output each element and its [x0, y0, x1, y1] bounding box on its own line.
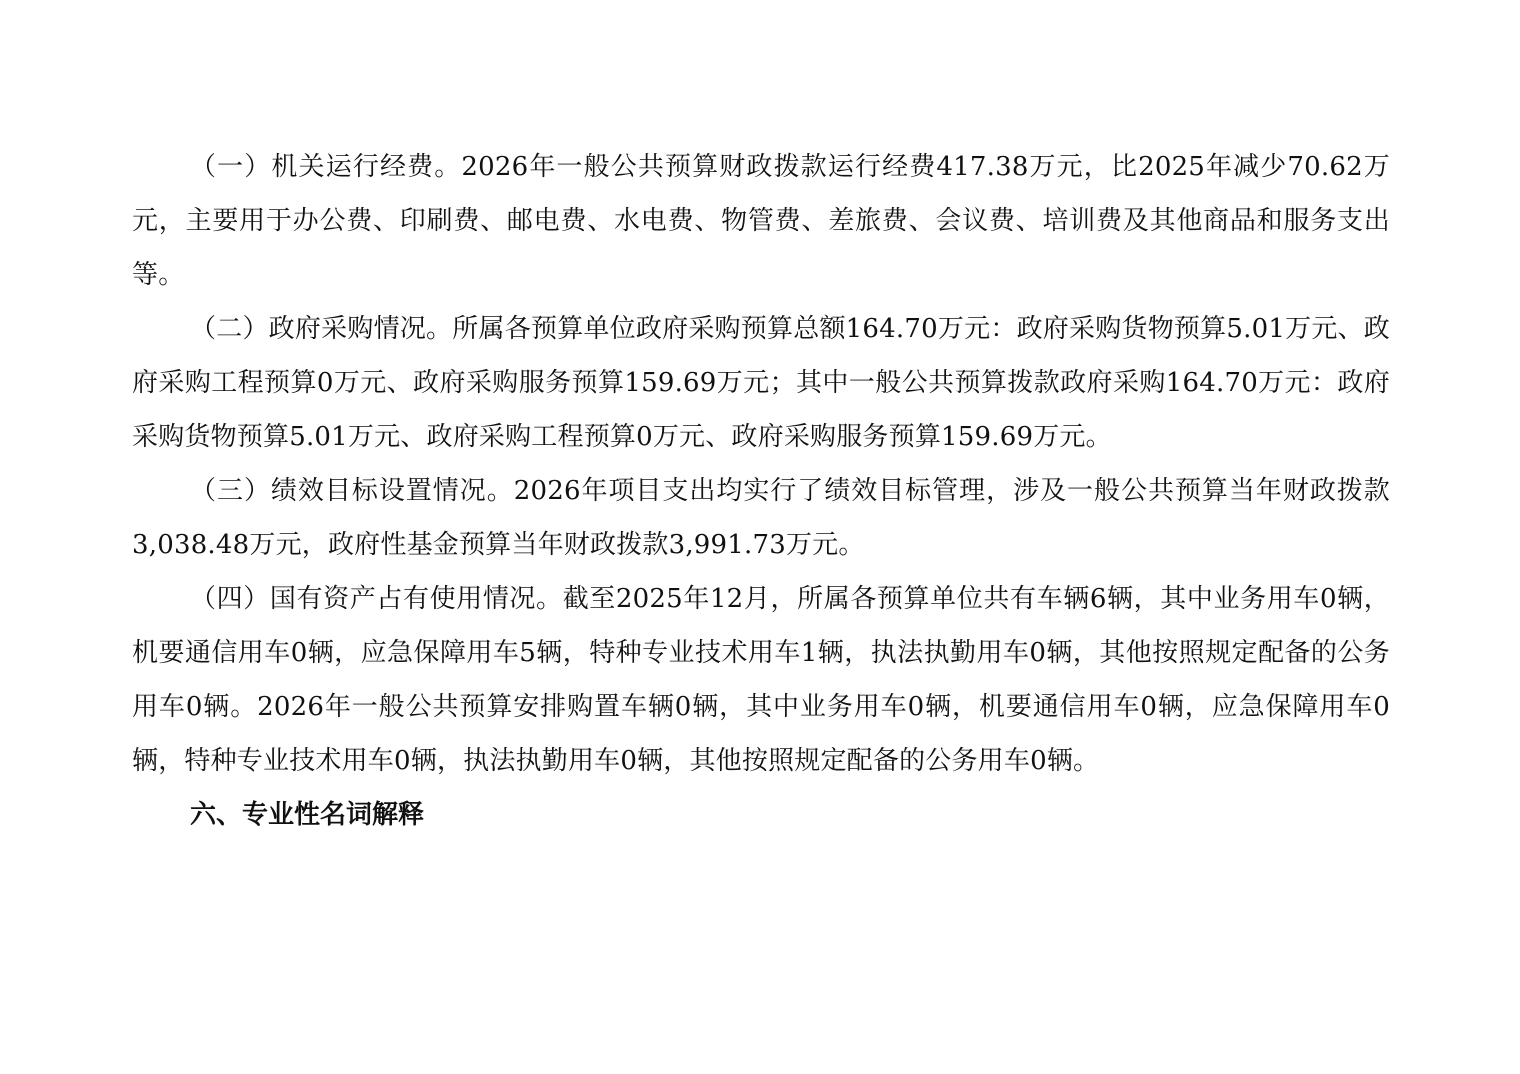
paragraph-government-procurement — [132, 302, 1390, 464]
paragraph-body: 所属各预算单位政府采购预算总额164.70万元：政府采购货物预算5.01万元、政府采购工程预算0万元、政府采购服务预算159.69万元；其中一般公共预算拨款政府采购164.70万元：政府采购货物预算5.01万元、政府采购工程预算0万元、政府采购服务预算159.69万元。 — [132, 314, 1390, 452]
paragraph-lead: （二）政府采购情况。 — [190, 314, 453, 344]
paragraph-body: 2026年项目支出均实行了绩效目标管理，涉及一般公共预算当年财政拨款3,038.48万元，政府性基金预算当年财政拨款3,991.73万元。 — [132, 476, 1390, 560]
paragraph-performance-targets — [132, 464, 1390, 572]
paragraph-state-assets — [132, 572, 1390, 788]
document-page — [132, 140, 1390, 842]
paragraph-lead: （四）国有资产占有使用情况。 — [190, 584, 563, 614]
paragraph-body: 2026年一般公共预算财政拨款运行经费417.38万元，比2025年减少70.62万元，主要用于办公费、印刷费、邮电费、水电费、物管费、差旅费、会议费、培训费及其他商品和服务支出等。 — [132, 152, 1390, 290]
section-heading: 六、专业性名词解释 — [190, 800, 425, 830]
paragraph-office-operating-expenses — [132, 140, 1390, 302]
paragraph-lead: （一）机关运行经费。 — [190, 152, 462, 182]
paragraph-lead: （三）绩效目标设置情况。 — [190, 476, 514, 506]
paragraph-body: 截至2025年12月，所属各预算单位共有车辆6辆，其中业务用车0辆，机要通信用车0辆，应急保障用车5辆，特种专业技术用车1辆，执法执勤用车0辆，其他按照规定配备的公务用车0辆。2026年一般公共预算安排购置车辆0辆，其中业务用车0辆，机要通信用车0辆，应急保障用车0辆，特种专业技术用车0辆，执法执勤用车0辆，其他按照规定配备的公务用车0辆。 — [132, 584, 1390, 776]
